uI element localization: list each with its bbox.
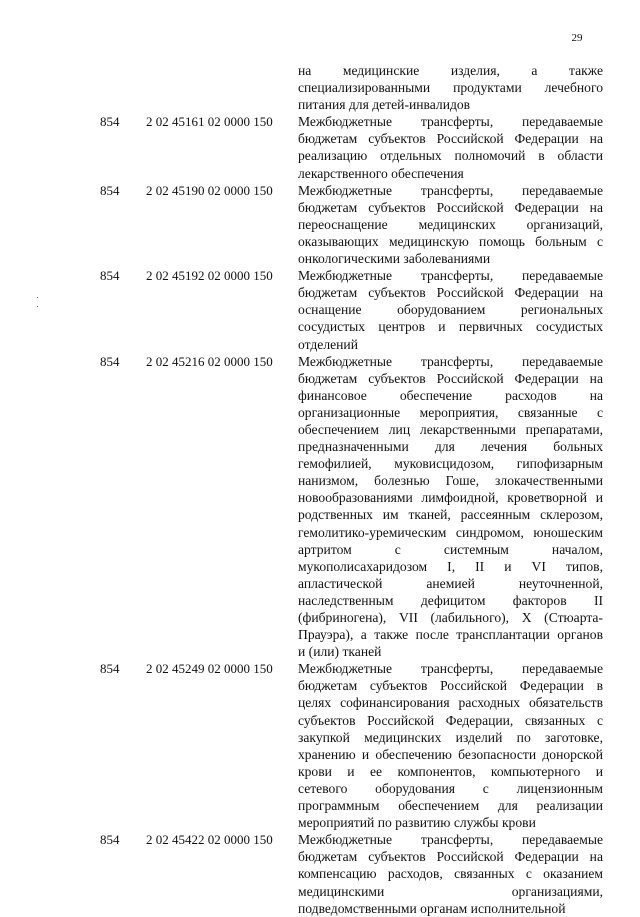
admin-code: 854: [100, 661, 120, 677]
description-line: крови и ее компонентов, компьютерного и: [298, 763, 603, 779]
page-number: 29: [571, 32, 583, 44]
description-line: Межбюджетные трансферты, передаваемые: [298, 661, 603, 677]
description-line: программным обеспечением для реализации: [298, 798, 603, 814]
description-line: организационные мероприятия, связанные с: [298, 404, 603, 420]
description-line: целях софинансирования расходных обязательств: [298, 695, 603, 711]
budget-code: 2 02 45422 02 0000 150: [146, 832, 273, 848]
description-line: на медицинские изделия, а также: [298, 63, 603, 78]
description-line: предназначенными для лечения больных: [298, 439, 603, 455]
document-body: [0, 62, 640, 917]
description-line: переоснащение медицинских организаций,: [298, 216, 603, 232]
description-line: Межбюджетные трансферты, передаваемые: [298, 832, 603, 848]
description-line: (фибриногена), VII (лабильного), X (Стюарта-: [298, 610, 603, 625]
table-row: [0, 267, 640, 352]
table-row: [0, 660, 640, 831]
row-description: [298, 113, 603, 181]
description-line: онкологическими заболеваниями: [298, 251, 491, 267]
description-line: бюджетам субъектов Российской Федерации на: [298, 849, 603, 865]
description-line: бюджетам субъектов Российской Федерации в: [298, 678, 603, 694]
row-description: [298, 660, 603, 831]
description-line: и (или) тканей: [298, 644, 382, 660]
budget-code: 2 02 45216 02 0000 150: [146, 353, 273, 369]
description-line: Межбюджетные трансферты, передаваемые: [298, 353, 603, 369]
description-line: медицинскими организациями,: [298, 883, 603, 899]
table-row: [0, 113, 640, 181]
budget-code: 2 02 45192 02 0000 150: [146, 268, 273, 284]
description-line: обеспечением лиц лекарственными препаратами,: [298, 421, 603, 437]
admin-code: 854: [100, 114, 120, 130]
table-row: [0, 831, 640, 916]
description-line: лекарственного обеспечения: [298, 165, 464, 181]
description-line: артритом с системным началом,: [298, 541, 603, 557]
description-line: Межбюджетные трансферты, передаваемые: [298, 268, 603, 284]
description-line: отделений: [298, 336, 358, 352]
description-line: реализацию отдельных полномочий в области: [298, 148, 603, 164]
description-line: хранению и обеспечению безопасности донорской: [298, 746, 603, 762]
budget-code: 2 02 45249 02 0000 150: [146, 661, 273, 677]
description-line: наследственным дефицитом факторов II: [298, 592, 603, 608]
description-line: субъектов Российской Федерации, связанных с: [298, 712, 603, 728]
description-line: гемофилией, муковисцидозом, гипофизарным: [298, 456, 603, 472]
description-line: финансовое обеспечение расходов на: [298, 387, 603, 403]
description-line: подведомственными органам исполнительной: [298, 900, 566, 916]
description-line: закупкой медицинских изделий по заготовке,: [298, 729, 603, 745]
admin-code: 854: [100, 182, 120, 198]
row-description: [298, 831, 603, 916]
table-row: [0, 62, 640, 113]
description-line: нанизмом, болезнью Гоше, злокачественными: [298, 473, 603, 489]
description-line: бюджетам субъектов Российской Федерации на: [298, 285, 603, 301]
table-row: [0, 182, 640, 267]
description-line: оснащение оборудованием региональных: [298, 302, 603, 318]
scan-speck: [37, 306, 38, 307]
description-line: Межбюджетные трансферты, передаваемые: [298, 182, 603, 198]
description-line: мукополисахаридозом I, II и VI типов,: [298, 558, 603, 574]
description-line: компенсацию расходов, связанных с оказанием: [298, 866, 603, 882]
admin-code: 854: [100, 832, 120, 848]
description-line: бюджетам субъектов Российской Федерации на: [298, 131, 603, 147]
description-line: мероприятий по развитию службы крови: [298, 815, 536, 831]
description-line: Межбюджетные трансферты, передаваемые: [298, 114, 603, 130]
row-description: [298, 353, 603, 661]
description-line: специализированными продуктами лечебного: [298, 80, 603, 96]
description-line: оказывающих медицинскую помощь больным с: [298, 233, 603, 249]
row-description: [298, 62, 603, 113]
description-line: бюджетам субъектов Российской Федерации на: [298, 199, 603, 215]
row-description: [298, 267, 603, 352]
description-line: сосудистых центров и первичных сосудистых: [298, 319, 603, 335]
scan-speck: [37, 297, 38, 298]
admin-code: 854: [100, 268, 120, 284]
description-line: родственных им тканей, рассеянным склерозом,: [298, 507, 603, 523]
description-line: бюджетам субъектов Российской Федерации на: [298, 370, 603, 386]
table-row: [0, 353, 640, 661]
admin-code: 854: [100, 353, 120, 369]
description-line: апластической анемией неуточненной,: [298, 575, 603, 591]
description-line: питания для детей-инвалидов: [298, 97, 471, 113]
description-line: Прауэра), а также после трансплантации органов: [298, 627, 603, 643]
description-line: сетевого оборудования с лицензионным: [298, 780, 603, 796]
description-line: новообразованиями лимфоидной, кроветворной и: [298, 490, 603, 506]
description-line: гемолитико-уремическим синдромом, юношеским: [298, 524, 603, 540]
budget-code: 2 02 45190 02 0000 150: [146, 182, 273, 198]
budget-code: 2 02 45161 02 0000 150: [146, 114, 273, 130]
row-description: [298, 182, 603, 267]
